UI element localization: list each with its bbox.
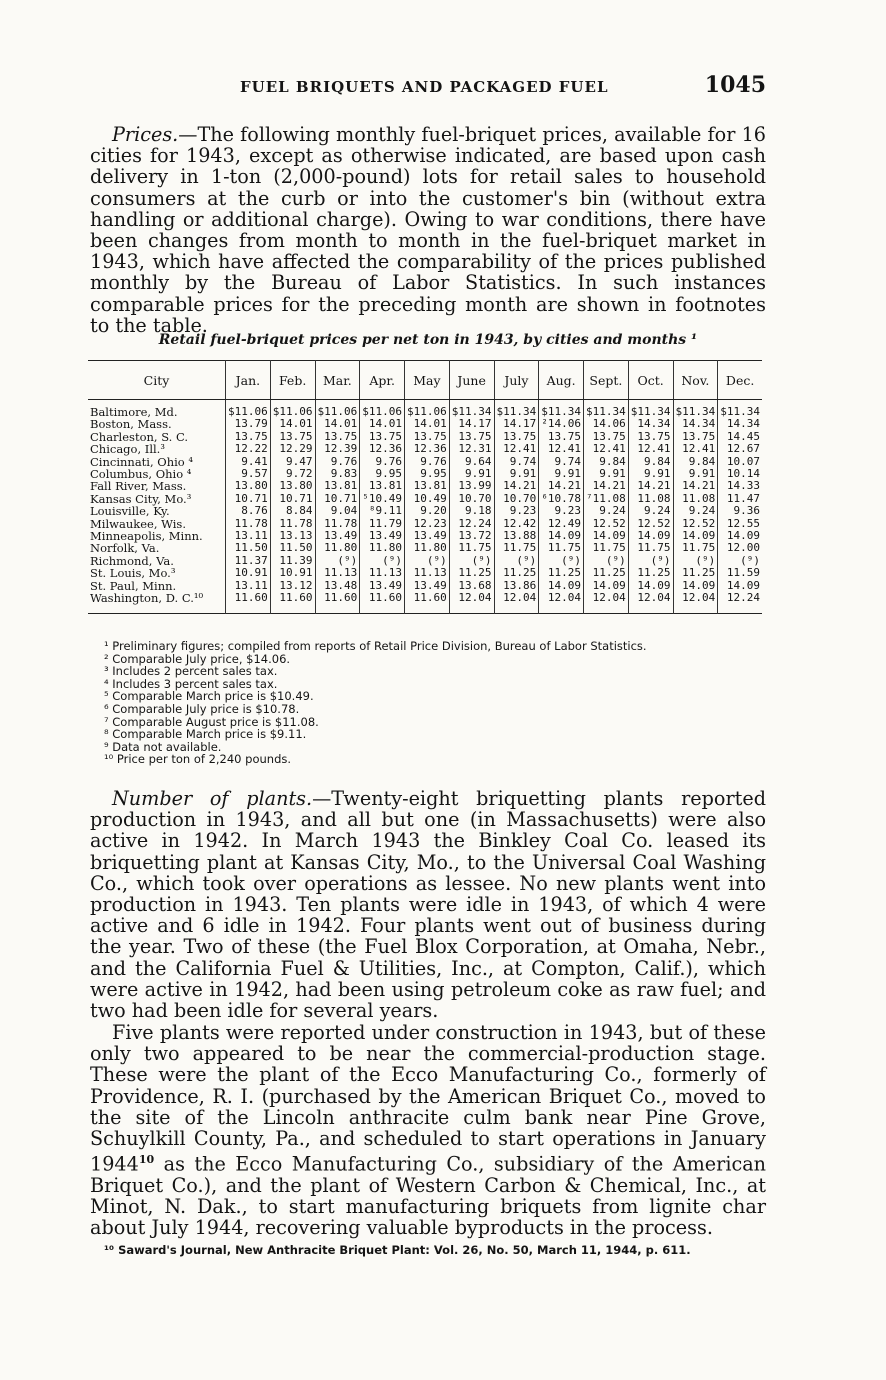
city-cell: Norfolk, Va. <box>90 541 160 556</box>
page-number: 1045 <box>704 72 766 98</box>
price-cell: 9.24 <box>673 505 718 517</box>
price-cell: 8.76 <box>226 505 271 517</box>
price-cell: 14.21 <box>494 480 539 492</box>
price-cell: (⁹) <box>405 555 450 567</box>
footnote: ⁶ Comparable July price is $10.78. <box>104 701 300 716</box>
footnote: ¹ Preliminary figures; compiled from reports of Retail Price Division, Bureau of Labor Statistics. <box>104 639 647 653</box>
plants-heading: Number of plants. <box>112 787 313 810</box>
price-cell: 9.84 <box>584 456 629 468</box>
price-cell: 9.76 <box>360 456 405 468</box>
prices-heading: Prices. <box>112 123 179 146</box>
price-cell: 13.75 <box>539 431 584 443</box>
price-cell: $11.34 <box>584 406 629 418</box>
price-cell: 11.75 <box>539 542 584 554</box>
price-cell: 13.75 <box>494 431 539 443</box>
prices-body: —The following monthly fuel-briquet prices, available for 16 cities for 1943, except as otherwise indicated, are based upon cash delivery in 1-ton (2,000-pound) lots for retail sales to household consumers at the curb or into the customer's bin (without extra handling or additional charge). Owing to war conditions, there have been changes from month to month in the fuel-briquet market in 1943, which have affected the comparability of the prices published monthly by the Bureau of Labor Statistics. In such instances comparable prices for the preceding month are shown in footnotes to the table. <box>90 123 766 337</box>
price-cell: 14.45 <box>718 431 762 443</box>
price-cell: 13.80 <box>226 480 271 492</box>
price-cell: 8.84 <box>270 505 315 517</box>
column-header-month: July <box>494 361 539 400</box>
price-cell: 9.95 <box>405 468 450 480</box>
table-row <box>88 542 762 554</box>
footnote: ⁷ Comparable August price is $11.08. <box>104 714 319 729</box>
price-cell: 12.41 <box>628 443 673 455</box>
price-cell: 12.49 <box>539 518 584 530</box>
price-cell: 11.37 <box>226 555 271 567</box>
spacer-row <box>88 605 762 614</box>
table-row <box>88 567 762 579</box>
footnote: ⁵ Comparable March price is $10.49. <box>104 689 314 704</box>
price-cell: 12.41 <box>539 443 584 455</box>
price-cell: 13.48 <box>315 580 360 592</box>
price-cell: (⁹) <box>584 555 629 567</box>
price-cell: 9.20 <box>405 505 450 517</box>
price-cell: 11.79 <box>360 518 405 530</box>
city-cell: Columbus, Ohio ⁴ <box>90 467 192 482</box>
column-header-month: Sept. <box>584 361 629 400</box>
price-cell: $11.06 <box>270 406 315 418</box>
price-cell: 10.71 <box>270 493 315 505</box>
price-cell: 9.91 <box>494 468 539 480</box>
price-cell: 11.08 <box>628 493 673 505</box>
price-cell: 14.09 <box>539 530 584 542</box>
price-cell: 12.52 <box>673 518 718 530</box>
column-header-month: Apr. <box>360 361 405 400</box>
price-cell: 11.75 <box>584 542 629 554</box>
price-cell: ⁸9.11 <box>360 505 405 517</box>
price-cell: 11.60 <box>315 592 360 604</box>
price-cell: 14.34 <box>628 418 673 430</box>
price-cell: 11.13 <box>315 567 360 579</box>
price-cell: 9.36 <box>718 505 762 517</box>
price-cell: 11.25 <box>539 567 584 579</box>
table-row <box>88 592 762 604</box>
price-cell: 9.24 <box>628 505 673 517</box>
price-cell: 11.50 <box>270 542 315 554</box>
price-cell: 11.75 <box>449 542 494 554</box>
table-body <box>88 400 762 614</box>
price-cell: 11.78 <box>226 518 271 530</box>
price-cell: 12.04 <box>449 592 494 604</box>
price-cell: 9.76 <box>405 456 450 468</box>
table-row <box>88 443 762 455</box>
price-cell: 12.41 <box>584 443 629 455</box>
price-cell: 12.23 <box>405 518 450 530</box>
price-cell: 12.52 <box>584 518 629 530</box>
city-cell: Milwaukee, Wis. <box>90 516 186 531</box>
price-cell: 9.74 <box>539 456 584 468</box>
price-cell: 13.75 <box>315 431 360 443</box>
price-cell: 12.67 <box>718 443 762 455</box>
city-cell: Louisville, Ky. <box>90 504 170 519</box>
page-footnote: ¹⁰ Saward's Journal, New Anthracite Briquet Plant: Vol. 26, No. 50, March 11, 1944, p. 611. <box>104 1243 691 1257</box>
city-cell: Chicago, Ill.³ <box>90 442 165 457</box>
column-header-month: Nov. <box>673 361 718 400</box>
price-cell: $11.34 <box>539 406 584 418</box>
price-cell: 9.57 <box>226 468 271 480</box>
price-cell: 9.91 <box>673 468 718 480</box>
price-cell: ⁵10.49 <box>360 493 405 505</box>
price-cell: 9.91 <box>449 468 494 480</box>
price-cell: 13.75 <box>628 431 673 443</box>
price-cell: ²14.06 <box>539 418 584 430</box>
price-cell: (⁹) <box>539 555 584 567</box>
price-cell: 13.86 <box>494 580 539 592</box>
price-cell: 11.60 <box>405 592 450 604</box>
price-cell: 11.13 <box>405 567 450 579</box>
price-cell: $11.34 <box>628 406 673 418</box>
price-cell: ⁷11.08 <box>584 493 629 505</box>
price-cell: 11.60 <box>270 592 315 604</box>
price-cell: 13.75 <box>360 431 405 443</box>
price-cell: 13.99 <box>449 480 494 492</box>
price-cell: $11.06 <box>360 406 405 418</box>
table-caption: Retail fuel-briquet prices per net ton in 1943, by cities and months ¹ <box>158 332 698 348</box>
price-cell: 13.81 <box>405 480 450 492</box>
price-cell: 9.41 <box>226 456 271 468</box>
table-header-row <box>88 361 762 400</box>
price-cell: 11.13 <box>360 567 405 579</box>
price-cell: 12.24 <box>718 592 762 604</box>
price-cell: 13.49 <box>360 530 405 542</box>
price-cell: 14.34 <box>673 418 718 430</box>
price-cell: 13.80 <box>270 480 315 492</box>
table-row <box>88 505 762 517</box>
price-cell: 12.36 <box>360 443 405 455</box>
price-cell: 12.36 <box>405 443 450 455</box>
plants-body: —Twenty-eight briquetting plants reported production in 1943, and all but one (in Massachusetts) were also active in 1942. In March 1943 the Binkley Coal Co. leased its briquetting plant at Kansas City, Mo., to the Universal Coal Washing Co., which took over operations as lessee. No new plants went into production in 1943. Ten plants were idle in 1943, of which 4 were active and 6 idle in 1942. Four plants went out of business during the year. Two of these (the Fuel Blox Corporation, at Omaha, Nebr., and the California Fuel & Utilities, Inc., at Compton, Calif.), which were active in 1942, had been using petroleum coke as raw fuel; and two had been idle for several years. <box>90 787 766 1023</box>
city-cell: Richmond, Va. <box>90 553 174 568</box>
column-header-month: Jan. <box>226 361 271 400</box>
price-cell: 14.09 <box>673 530 718 542</box>
price-cell: 11.60 <box>226 592 271 604</box>
price-cell: 10.71 <box>315 493 360 505</box>
price-cell: 9.18 <box>449 505 494 517</box>
price-cell: 14.21 <box>673 480 718 492</box>
price-cell: 14.01 <box>315 418 360 430</box>
price-cell: 14.21 <box>584 480 629 492</box>
price-cell: 13.75 <box>270 431 315 443</box>
price-cell: 12.04 <box>628 592 673 604</box>
column-header-city: City <box>88 361 226 400</box>
price-cell: 10.49 <box>405 493 450 505</box>
price-cell: 11.75 <box>494 542 539 554</box>
price-cell: 11.08 <box>673 493 718 505</box>
price-cell: 13.11 <box>226 580 271 592</box>
price-cell: 9.24 <box>584 505 629 517</box>
price-cell: 12.04 <box>494 592 539 604</box>
price-cell: 11.50 <box>226 542 271 554</box>
price-cell: 9.84 <box>628 456 673 468</box>
price-cell: 14.01 <box>405 418 450 430</box>
city-cell: Kansas City, Mo.³ <box>90 491 192 506</box>
price-cell: 12.41 <box>494 443 539 455</box>
price-cell: 11.39 <box>270 555 315 567</box>
price-cell: 13.49 <box>360 580 405 592</box>
city-cell: Charleston, S. C. <box>90 429 189 444</box>
price-cell: 12.04 <box>539 592 584 604</box>
price-cell: (⁹) <box>673 555 718 567</box>
price-cell: 13.75 <box>449 431 494 443</box>
price-cell: $11.34 <box>449 406 494 418</box>
price-cell: 10.71 <box>226 493 271 505</box>
price-cell: 11.60 <box>360 592 405 604</box>
price-cell: 13.49 <box>315 530 360 542</box>
column-header-month: Mar. <box>315 361 360 400</box>
price-cell: (⁹) <box>718 555 762 567</box>
price-cell: 12.41 <box>673 443 718 455</box>
price-cell: 13.49 <box>405 530 450 542</box>
table-footnotes <box>104 640 764 766</box>
table-row <box>88 418 762 430</box>
price-cell: 9.72 <box>270 468 315 480</box>
price-cell: 11.78 <box>270 518 315 530</box>
price-cell: $11.06 <box>315 406 360 418</box>
price-cell: 13.81 <box>315 480 360 492</box>
running-title: FUEL BRIQUETS AND PACKAGED FUEL <box>240 78 609 96</box>
price-cell: 12.31 <box>449 443 494 455</box>
price-cell: 11.59 <box>718 567 762 579</box>
price-cell: (⁹) <box>449 555 494 567</box>
construction-paragraph <box>90 1022 766 1238</box>
price-cell: $11.34 <box>718 406 762 418</box>
price-cell: 10.70 <box>449 493 494 505</box>
price-cell: 12.04 <box>584 592 629 604</box>
price-cell: 9.23 <box>539 505 584 517</box>
price-cell: (⁹) <box>360 555 405 567</box>
price-cell: 9.91 <box>539 468 584 480</box>
footnote-ref: 10 <box>138 1153 155 1167</box>
footnote: ³ Includes 2 percent sales tax. <box>104 664 278 679</box>
price-cell: 11.25 <box>449 567 494 579</box>
price-cell: 9.23 <box>494 505 539 517</box>
price-cell: 9.83 <box>315 468 360 480</box>
footnote: ¹⁰ Price per ton of 2,240 pounds. <box>104 752 292 767</box>
price-cell: 9.84 <box>673 456 718 468</box>
price-cell: 11.78 <box>315 518 360 530</box>
price-cell: 13.49 <box>405 580 450 592</box>
price-cell: 13.13 <box>270 530 315 542</box>
price-cell: 9.76 <box>315 456 360 468</box>
price-cell: 10.70 <box>494 493 539 505</box>
price-cell: 11.47 <box>718 493 762 505</box>
city-cell: Baltimore, Md. <box>90 405 178 419</box>
price-cell: 14.06 <box>584 418 629 430</box>
footnote: ⁹ Data not available. <box>104 739 222 754</box>
price-cell: 14.09 <box>584 580 629 592</box>
price-cell: (⁹) <box>315 555 360 567</box>
price-cell: 14.21 <box>539 480 584 492</box>
price-cell: (⁹) <box>628 555 673 567</box>
price-cell: 14.17 <box>494 418 539 430</box>
price-cell: 11.80 <box>360 542 405 554</box>
price-cell: 9.91 <box>584 468 629 480</box>
price-cell: 14.17 <box>449 418 494 430</box>
price-cell: 12.24 <box>449 518 494 530</box>
city-cell: Minneapolis, Minn. <box>90 529 203 544</box>
price-cell: 13.81 <box>360 480 405 492</box>
price-cell: 13.11 <box>226 530 271 542</box>
footnote: ⁸ Comparable March price is $9.11. <box>104 727 307 742</box>
price-cell: 12.29 <box>270 443 315 455</box>
city-cell: Washington, D. C.¹⁰ <box>90 591 204 606</box>
price-cell: 12.04 <box>673 592 718 604</box>
price-cell: $11.06 <box>405 406 450 418</box>
table-row <box>88 480 762 492</box>
price-cell: $11.06 <box>226 406 271 418</box>
column-header-month: May <box>405 361 450 400</box>
price-cell: 14.01 <box>360 418 405 430</box>
construction-text-end: as the Ecco Manufacturing Co., subsidiary of the American Briquet Co.), and the plant of Western Carbon & Chemical, Inc., at Minot, N. Dak., to start manufacturing briquets from lignite char about July 1944, recovering valuable byproducts in the process. <box>90 1152 766 1240</box>
price-cell: 10.07 <box>718 456 762 468</box>
price-cell: 13.75 <box>405 431 450 443</box>
price-cell: 12.55 <box>718 518 762 530</box>
city-cell: Cincinnati, Ohio ⁴ <box>90 454 193 469</box>
price-cell: 14.01 <box>270 418 315 430</box>
column-header-month: Dec. <box>718 361 762 400</box>
price-cell: 11.25 <box>673 567 718 579</box>
price-cell: 12.52 <box>628 518 673 530</box>
price-cell: 11.25 <box>494 567 539 579</box>
price-cell: 9.64 <box>449 456 494 468</box>
city-cell: Boston, Mass. <box>90 417 172 432</box>
price-cell: 14.09 <box>628 530 673 542</box>
price-cell: 10.14 <box>718 468 762 480</box>
column-header-month: June <box>449 361 494 400</box>
price-cell: 14.33 <box>718 480 762 492</box>
plants-paragraph <box>90 788 766 1021</box>
price-table <box>88 360 762 614</box>
price-cell: 11.75 <box>628 542 673 554</box>
city-cell: St. Louis, Mo.³ <box>90 566 176 581</box>
price-cell: 11.80 <box>405 542 450 554</box>
price-cell: 14.09 <box>718 580 762 592</box>
price-cell: 9.91 <box>628 468 673 480</box>
price-cell: 12.39 <box>315 443 360 455</box>
price-cell: 11.25 <box>584 567 629 579</box>
price-cell: 14.09 <box>584 530 629 542</box>
price-cell: 13.79 <box>226 418 271 430</box>
prices-paragraph <box>90 124 766 336</box>
price-cell: 14.09 <box>628 580 673 592</box>
price-cell: 11.25 <box>628 567 673 579</box>
city-cell: St. Paul, Minn. <box>90 578 177 593</box>
price-cell: 9.04 <box>315 505 360 517</box>
price-cell: 14.21 <box>628 480 673 492</box>
price-cell: 12.00 <box>718 542 762 554</box>
price-cell: 13.68 <box>449 580 494 592</box>
footnote: ⁴ Includes 3 percent sales tax. <box>104 676 278 691</box>
price-cell: 11.80 <box>315 542 360 554</box>
price-cell: 12.42 <box>494 518 539 530</box>
price-cell: 13.72 <box>449 530 494 542</box>
price-cell: 13.12 <box>270 580 315 592</box>
price-cell: 11.75 <box>673 542 718 554</box>
price-cell: 13.75 <box>584 431 629 443</box>
price-cell: 10.91 <box>226 567 271 579</box>
footnote: ² Comparable July price, $14.06. <box>104 651 291 666</box>
city-cell: Fall River, Mass. <box>90 479 187 494</box>
price-cell: (⁹) <box>494 555 539 567</box>
price-cell: ⁶10.78 <box>539 493 584 505</box>
column-header-month: Oct. <box>628 361 673 400</box>
price-cell: 14.09 <box>673 580 718 592</box>
price-cell: 10.91 <box>270 567 315 579</box>
column-header-month: Feb. <box>270 361 315 400</box>
price-cell: 9.95 <box>360 468 405 480</box>
price-cell: $11.34 <box>673 406 718 418</box>
price-cell: 9.74 <box>494 456 539 468</box>
price-cell: $11.34 <box>494 406 539 418</box>
price-cell: 13.88 <box>494 530 539 542</box>
price-cell: 14.09 <box>539 580 584 592</box>
price-cell: 13.75 <box>673 431 718 443</box>
column-header-month: Aug. <box>539 361 584 400</box>
price-cell: 9.47 <box>270 456 315 468</box>
price-cell: 13.75 <box>226 431 271 443</box>
price-cell: 14.09 <box>718 530 762 542</box>
price-cell: 12.22 <box>226 443 271 455</box>
construction-text-start: Five plants were reported under construction in 1943, but of these only two appeared to be near the commercial-production stage. These were the plant of the Ecco Manufacturing Co., formerly of Providence, R. I. (purchased by the American Briquet Co., moved to the site of the Lincoln anthracite culm bank near Pine Grove, Schuylkill County, Pa., and scheduled to start operations in January 1944 <box>90 1021 766 1176</box>
price-cell: 14.34 <box>718 418 762 430</box>
running-head <box>90 74 770 100</box>
